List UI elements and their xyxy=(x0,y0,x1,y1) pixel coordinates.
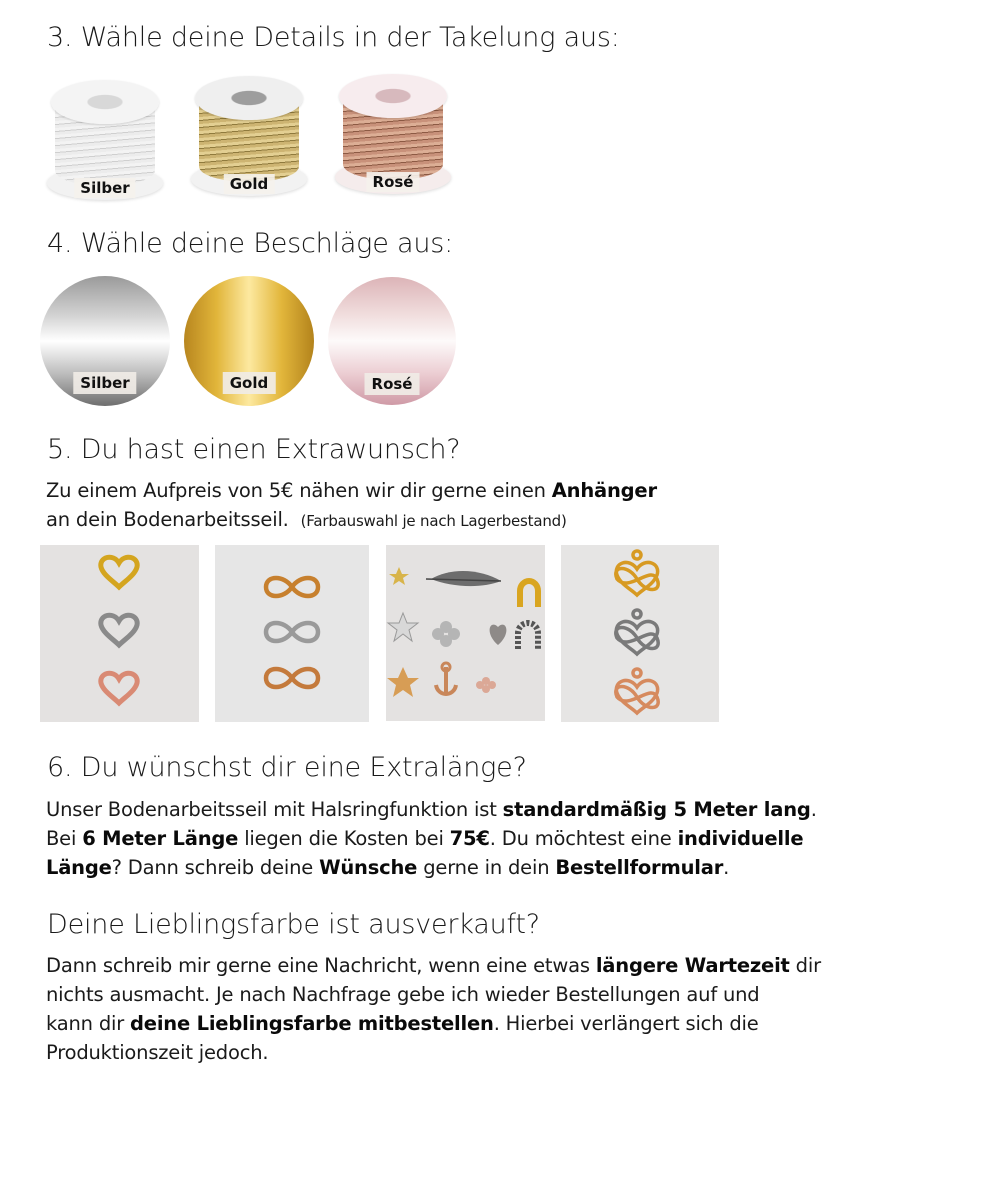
charm-photo-infinity[interactable] xyxy=(215,545,369,722)
section-5-text-line1 xyxy=(46,476,657,505)
heart-charms-image xyxy=(40,545,199,722)
fitting-option-silber[interactable] xyxy=(40,276,170,406)
charm-photo-celtic-hearts[interactable] xyxy=(561,545,719,722)
bold-text: 75€ xyxy=(449,827,490,850)
text: ? Dann schreib deine xyxy=(111,856,320,879)
celtic-heart-charms-image xyxy=(561,545,719,722)
section-3-heading: 3. Wähle deine Details in der Takelung aus: xyxy=(47,22,620,53)
option-label: Silber xyxy=(73,372,136,394)
soldout-heading: Deine Lieblingsfarbe ist ausverkauft? xyxy=(47,909,540,940)
section-6-text-line1 xyxy=(46,795,817,824)
text: . xyxy=(810,798,817,821)
text: kann dir xyxy=(46,1012,131,1035)
text: . xyxy=(723,856,730,879)
charm-photo-hearts[interactable] xyxy=(40,545,199,722)
text: dir xyxy=(789,954,821,977)
option-label: Rosé xyxy=(367,172,420,192)
soldout-text-line2: nichts ausmacht. Je nach Nachfrage gebe ich wieder Bestellungen auf und xyxy=(46,983,760,1006)
section-4-heading: 4. Wähle deine Beschläge aus: xyxy=(47,228,454,259)
bold-text: längere Wartezeit xyxy=(595,954,790,977)
charm-photo-mixed[interactable] xyxy=(386,545,545,721)
text: liegen die Kosten bei xyxy=(238,827,450,850)
infinity-charms-image xyxy=(215,545,369,722)
rigging-option-rose[interactable] xyxy=(333,70,453,198)
text: an dein Bodenarbeitsseil. xyxy=(46,508,289,531)
fitting-option-gold[interactable] xyxy=(184,276,314,406)
rigging-option-silber[interactable] xyxy=(45,76,165,204)
bold-text: standardmäßig 5 Meter lang xyxy=(502,798,811,821)
section-5-text-line2 xyxy=(46,505,567,536)
text: . Hierbei verlängert sich die xyxy=(493,1012,759,1035)
option-label: Gold xyxy=(223,372,276,394)
text: Dann schreib mir gerne eine Nachricht, wenn eine etwas xyxy=(46,954,596,977)
text: . Du möchtest eine xyxy=(489,827,678,850)
section-5-heading: 5. Du hast einen Extrawunsch? xyxy=(47,434,461,465)
mixed-charms-image xyxy=(386,545,545,721)
bold-text: Bestellformular xyxy=(555,856,724,879)
bold-text: individuelle xyxy=(677,827,804,850)
soldout-text-line3 xyxy=(46,1009,759,1038)
section-6-heading: 6. Du wünschst dir eine Extralänge? xyxy=(47,752,527,783)
stock-note: (Farbauswahl je nach Lagerbestand) xyxy=(300,512,567,530)
text: Zu einem Aufpreis von 5€ nähen wir dir gerne einen xyxy=(46,479,552,502)
spool-flange xyxy=(339,74,447,118)
bold-text: deine Lieblingsfarbe mitbestellen xyxy=(130,1012,494,1035)
bold-text: 6 Meter Länge xyxy=(82,827,239,850)
bold-text: Länge xyxy=(46,856,112,879)
section-6-text-line3 xyxy=(46,853,729,882)
text: gerne in dein xyxy=(417,856,556,879)
fitting-option-rose[interactable] xyxy=(328,277,456,405)
text: Bei xyxy=(46,827,83,850)
spool-flange xyxy=(51,80,159,124)
soldout-text-line4: Produktionszeit jedoch. xyxy=(46,1041,269,1064)
option-label: Silber xyxy=(74,178,135,198)
option-label: Gold xyxy=(224,174,275,194)
option-label: Rosé xyxy=(365,373,420,395)
soldout-text-line1 xyxy=(46,951,821,980)
rigging-option-gold[interactable] xyxy=(189,72,309,200)
section-6-text-line2 xyxy=(46,824,803,853)
text: Unser Bodenarbeitsseil mit Halsringfunktion ist xyxy=(46,798,503,821)
spool-flange xyxy=(195,76,303,120)
bold-text: Wünsche xyxy=(319,856,418,879)
bold-text: Anhänger xyxy=(551,479,657,502)
